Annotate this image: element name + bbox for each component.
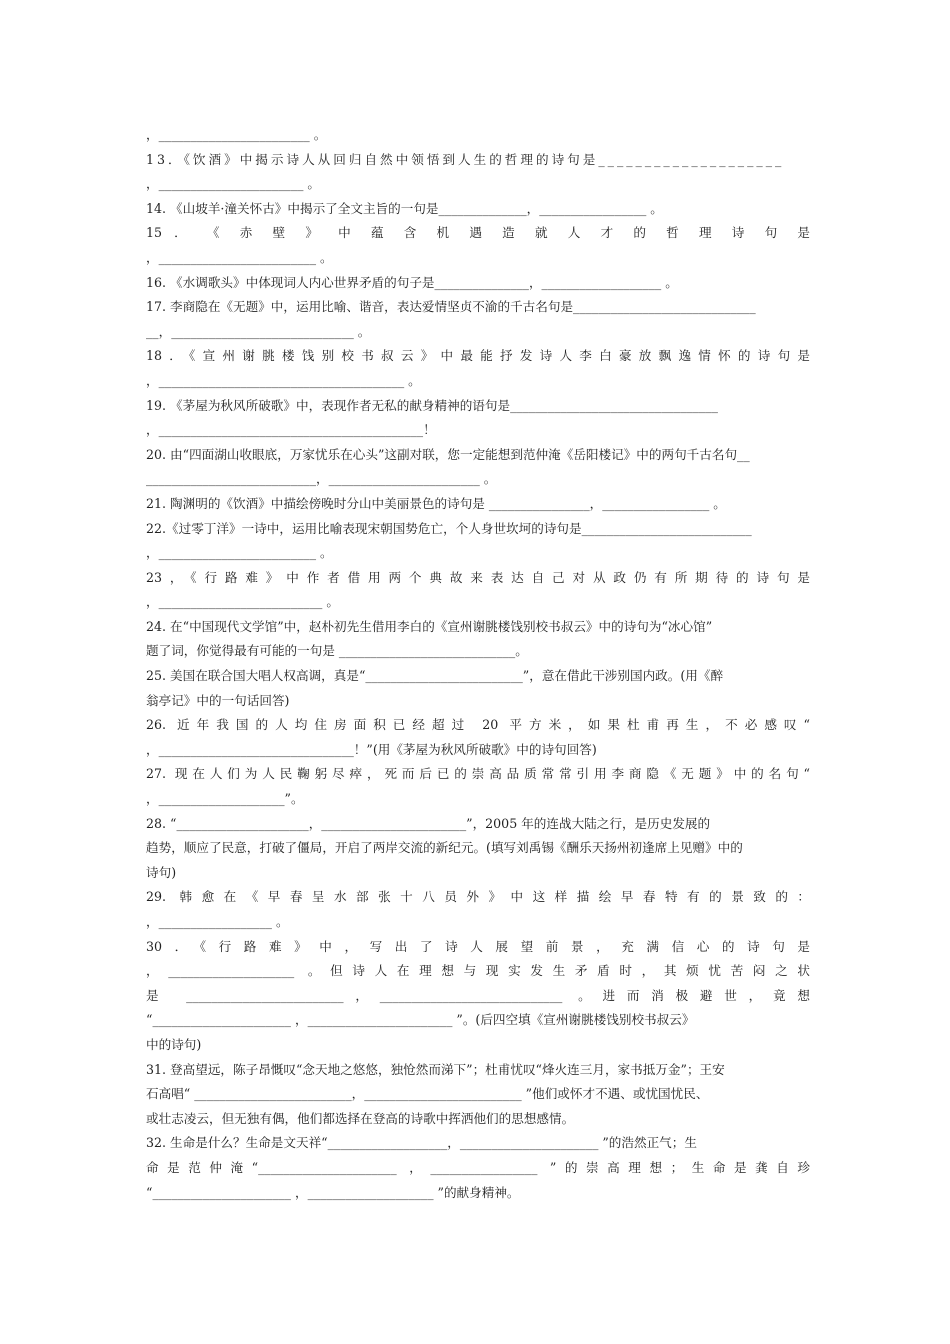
line-30-cont3: “______________________ ，_______________________ ”。(后四空填《宣州谢朓楼饯别校书叔云》 [146, 1012, 695, 1028]
line-22: 22.《过零丁洋》一诗中，运用比喻表现宋朝国势危亡，个人身世坎坷的诗句是___________________________ [146, 520, 752, 536]
line-14: 14. 《山坡羊·潼关怀古》中揭示了全文主旨的一句是______________，_________________ 。 [146, 200, 663, 216]
line-25: 25. 美国在联合国大唱人权高调，真是“_________________________”，意在借此干涉别国内政。(用《醉 [146, 668, 724, 684]
line-16: 16. 《水调歌头》中体现词人内心世界矛盾的句子是_______________，___________________ 。 [146, 274, 678, 290]
line-32: 32. 生命是什么？生命是文天祥“___________________，______________________ ”的浩然正气；生 [146, 1135, 697, 1151]
line-30-end: 中的诗句) [146, 1036, 202, 1052]
line-28-end: 诗句) [146, 864, 177, 880]
line-31-cont: 石高唱“ _________________________，_________________________ ”他们或怀才不遇、或忧国忧民、 [146, 1086, 709, 1102]
line-23: 23，《行路难》中作者借用两个典故来表达自己对从政仍有所期待的诗句是 [146, 569, 810, 585]
line-21: 21. 陶渊明的《饮酒》中描绘傍晚时分山中美丽景色的诗句是 ________________，_________________ 。 [146, 495, 726, 511]
line-32-cont: 命是范仲淹“______________________ ，_________________ ”的崇高理想；生命是龚自珍 [146, 1159, 810, 1175]
line-19-cont: ，__________________________________________！ [146, 422, 436, 438]
line-19: 19. 《茅屋为秋风所破歌》中，表现作者无私的献身精神的语句是_________________________________ [146, 397, 718, 413]
line-15: 15 ． 《 赤 壁 》 中 蕴 含 机 遇 造 就 人 才 的 哲 理 诗 句 是 [146, 225, 810, 241]
line-31-end: 或壮志凌云，但无独有偶，他们都选择在登高的诗歌中挥洒他们的思想感情。 [146, 1110, 575, 1126]
line-28-cont: 趋势，顺应了民意，打破了僵局，开启了两岸交流的新纪元。(填写刘禹锡《酬乐天扬州初逢席上见赠》中的 [146, 840, 743, 856]
line-26-cont: ，_______________________________！”(用《茅屋为秋风所破歌》中的诗句回答) [146, 741, 597, 757]
line-30-cont2: 是 _________________________，_____________________________ 。进而消极避世，竟想 [146, 987, 810, 1003]
line-23-cont: ，__________________________ 。 [146, 594, 339, 610]
line-18-cont: ，_______________________________________ 。 [146, 372, 421, 388]
line-17-cont: __，_____________________________ 。 [146, 323, 371, 339]
line-31: 31. 登高望远，陈子昂慨叹“念天地之悠悠，独怆然而涕下”；杜甫忧叹“烽火连三月，家书抵万金”；王安 [146, 1061, 725, 1077]
line-32-end: “______________________ ，____________________ ”的献身精神。 [146, 1184, 520, 1200]
line-20-cont: ___________________________，________________________ 。 [146, 471, 497, 487]
document-page [146, 123, 810, 1205]
line-25-cont: 翁亭记》中的一句话回答) [146, 692, 290, 708]
line-1: ，________________________ 。 [146, 127, 327, 142]
line-30-cont: ，____________________ 。但诗人在理想与现实发生矛盾时，其烦忧苦闷之状 [146, 963, 810, 979]
line-28: 28. “_____________________，_______________________”，2005 年的连战大陆之行，是历史发展的 [146, 815, 711, 831]
line-13: 13．《饮酒》中揭示诗人从回归自然中领悟到人生的哲理的诗句是____________________ [146, 151, 785, 167]
line-30: 30．《行路难》中，写出了诗人展望前景，充满信心的诗句是 [146, 938, 810, 954]
line-15-cont: ，_________________________ 。 [146, 249, 333, 265]
line-29: 29. 韩愈在《早春呈水部张十八员外》中这样描绘早春特有的景致的： [146, 889, 810, 905]
line-27: 27. 现在人们为人民鞠躬尽瘁，死而后已的崇高品质常常引用李商隐《无题》中的名句“ [146, 766, 810, 782]
line-13-cont: ，_______________________ 。 [146, 176, 321, 192]
line-17: 17. 李商隐在《无题》中，运用比喻、谐音，表达爱情坚贞不渝的千古名句是_____________________________ [146, 299, 756, 315]
line-20: 20. 由“四面湖山收眼底，万家忧乐在心头”这副对联，您一定能想到范仲淹《岳阳楼记》中的两句千古名句__ [146, 446, 750, 462]
line-24: 24. 在“中国现代文学馆”中，赵朴初先生借用李白的《宣州谢朓楼饯别校书叔云》中的诗句为“冰心馆” [146, 618, 713, 634]
line-18: 18．《宣州谢朓楼饯别校书叔云》中最能抒发诗人李白豪放飘逸情怀的诗句是 [146, 348, 810, 364]
line-24-cont: 题了词，你觉得最有可能的一句是 ____________________________。 [146, 643, 528, 659]
line-27-cont: ，____________________”。 [146, 791, 304, 807]
line-22-cont: ，_________________________ 。 [146, 545, 333, 561]
line-29-cont: ，__________________ 。 [146, 914, 289, 929]
line-26: 26. 近年我国的人均住房面积已经超过 20 平方米，如果杜甫再生，不必感叹“ [146, 717, 810, 733]
